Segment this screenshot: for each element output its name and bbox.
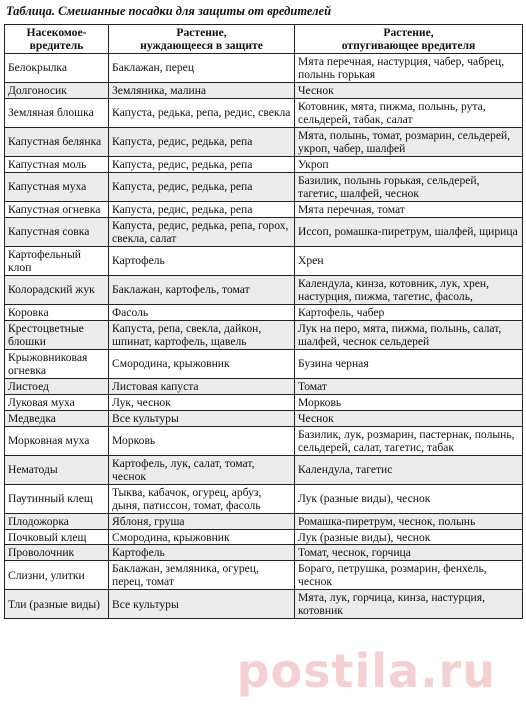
table-row <box>5 246 523 275</box>
watermark: postila.ru <box>236 644 496 698</box>
cell-repellent-plant: Лук (разные виды), чеснок <box>295 529 523 545</box>
cell-protected-plant: Морковь <box>109 426 295 455</box>
table-caption: Таблица. Смешанные посадки для защиты от вредителей <box>6 4 332 18</box>
cell-pest: Крыжовниковая огневка <box>5 349 109 378</box>
cell-repellent-plant: Укроп <box>295 156 523 172</box>
cell-repellent-plant: Лук на перо, мята, пижма, полынь, салат, шалфей, чеснок сельдерей <box>295 320 523 349</box>
cell-pest: Земляная блошка <box>5 98 109 127</box>
table-row <box>5 561 523 590</box>
table-row <box>5 394 523 410</box>
cell-protected-plant: Капуста, редис, редька, репа, горох, свекла, салат <box>109 217 295 246</box>
table-row <box>5 410 523 426</box>
cell-repellent-plant: Календула, кинза, котовник, лук, хрен, настурция, пижма, тагетис, фасоль, <box>295 275 523 304</box>
table-row <box>5 304 523 320</box>
cell-pest: Медведка <box>5 410 109 426</box>
table-row <box>5 378 523 394</box>
table-row <box>5 54 523 83</box>
cell-pest: Капустная муха <box>5 172 109 201</box>
cell-repellent-plant: Базилик, лук, розмарин, пастернак, полынь, сельдерей, салат, тагетис, табак <box>295 426 523 455</box>
cell-protected-plant: Земляника, малина <box>109 82 295 98</box>
cell-repellent-plant: Морковь <box>295 394 523 410</box>
cell-pest: Картофельный клоп <box>5 246 109 275</box>
cell-repellent-plant: Календула, тагетис <box>295 455 523 484</box>
cell-pest: Плодожорка <box>5 513 109 529</box>
table-row <box>5 455 523 484</box>
table-row <box>5 529 523 545</box>
table-row <box>5 82 523 98</box>
cell-pest: Слизни, улитки <box>5 561 109 590</box>
table-row <box>5 172 523 201</box>
cell-repellent-plant: Котовник, мята, пижма, полынь, рута, сельдерей, табак, салат <box>295 98 523 127</box>
cell-protected-plant: Все культуры <box>109 590 295 619</box>
cell-repellent-plant: Томат, чеснок, горчица <box>295 545 523 561</box>
cell-pest: Нематоды <box>5 455 109 484</box>
table-row <box>5 545 523 561</box>
cell-pest: Долгоносик <box>5 82 109 98</box>
cell-repellent-plant: Чеснок <box>295 410 523 426</box>
cell-pest: Коровка <box>5 304 109 320</box>
table-row <box>5 349 523 378</box>
cell-pest: Крестоцветные блошки <box>5 320 109 349</box>
cell-protected-plant: Капуста, редис, редька, репа <box>109 172 295 201</box>
table-row <box>5 156 523 172</box>
cell-repellent-plant: Лук (разные виды), чеснок <box>295 484 523 513</box>
cell-pest: Почковый клещ <box>5 529 109 545</box>
header-repellent-plant: Растение, отпугивающее вредителя <box>295 25 523 54</box>
cell-pest: Капустная белянка <box>5 127 109 156</box>
table-row <box>5 98 523 127</box>
cell-pest: Капустная совка <box>5 217 109 246</box>
cell-pest: Капустная моль <box>5 156 109 172</box>
header-pest: Насекомое- вредитель <box>5 25 109 54</box>
cell-repellent-plant: Мята, лук, горчица, кинза, настурция, котовник <box>295 590 523 619</box>
cell-protected-plant: Капуста, редис, редька, репа <box>109 156 295 172</box>
cell-protected-plant: Тыква, кабачок, огурец, арбуз, дыня, патиссон, томат, фасоль <box>109 484 295 513</box>
table-row <box>5 127 523 156</box>
cell-repellent-plant: Томат <box>295 378 523 394</box>
cell-repellent-plant: Ромашка-пиретрум, чеснок, полынь <box>295 513 523 529</box>
header-row <box>5 25 523 54</box>
cell-pest: Проволочник <box>5 545 109 561</box>
cell-repellent-plant: Картофель, чабер <box>295 304 523 320</box>
cell-repellent-plant: Базилик, полынь горькая, сельдерей, тагетис, шалфей, чеснок <box>295 172 523 201</box>
cell-protected-plant: Смородина, крыжовник <box>109 529 295 545</box>
table-row <box>5 320 523 349</box>
cell-protected-plant: Смородина, крыжовник <box>109 349 295 378</box>
cell-protected-plant: Все культуры <box>109 410 295 426</box>
table-row <box>5 217 523 246</box>
cell-pest: Колорадский жук <box>5 275 109 304</box>
cell-protected-plant: Капуста, редька, репа, редис, свекла <box>109 98 295 127</box>
cell-protected-plant: Яблоня, груша <box>109 513 295 529</box>
cell-protected-plant: Капуста, редис, редька, репа <box>109 201 295 217</box>
cell-protected-plant: Баклажан, перец <box>109 54 295 83</box>
cell-repellent-plant: Мята перечная, томат <box>295 201 523 217</box>
cell-protected-plant: Лук, чеснок <box>109 394 295 410</box>
cell-protected-plant: Баклажан, картофель, томат <box>109 275 295 304</box>
cell-repellent-plant: Чеснок <box>295 82 523 98</box>
table-row <box>5 201 523 217</box>
table-row <box>5 426 523 455</box>
table-row <box>5 275 523 304</box>
table-row <box>5 513 523 529</box>
cell-protected-plant: Капуста, репа, свекла, дайкон, шпинат, картофель, щавель <box>109 320 295 349</box>
cell-repellent-plant: Бузина черная <box>295 349 523 378</box>
cell-repellent-plant: Хрен <box>295 246 523 275</box>
cell-protected-plant: Капуста, редис, редька, репа <box>109 127 295 156</box>
header-protected-plant: Растение, нуждающееся в защите <box>109 25 295 54</box>
cell-protected-plant: Фасоль <box>109 304 295 320</box>
cell-pest: Паутинный клещ <box>5 484 109 513</box>
cell-protected-plant: Листовая капуста <box>109 378 295 394</box>
cell-protected-plant: Баклажан, земляника, огурец, перец, томат <box>109 561 295 590</box>
table-body <box>5 54 523 619</box>
cell-pest: Листоед <box>5 378 109 394</box>
cell-protected-plant: Картофель, лук, салат, томат, чеснок <box>109 455 295 484</box>
table-row <box>5 484 523 513</box>
cell-protected-plant: Картофель <box>109 545 295 561</box>
cell-repellent-plant: Бораго, петрушка, розмарин, фенхель, чеснок <box>295 561 523 590</box>
cell-repellent-plant: Мята, полынь, томат, розмарин, сельдерей, укроп, чабер, шалфей <box>295 127 523 156</box>
table-row <box>5 590 523 619</box>
pest-table <box>4 24 523 619</box>
cell-protected-plant: Картофель <box>109 246 295 275</box>
cell-pest: Тли (разные виды) <box>5 590 109 619</box>
cell-repellent-plant: Иссоп, ромашка-пиретрум, шалфей, щирица <box>295 217 523 246</box>
cell-pest: Морковная муха <box>5 426 109 455</box>
cell-repellent-plant: Мята перечная, настурция, чабер, чабрец, полынь горькая <box>295 54 523 83</box>
cell-pest: Белокрылка <box>5 54 109 83</box>
cell-pest: Луковая муха <box>5 394 109 410</box>
cell-pest: Капустная огневка <box>5 201 109 217</box>
